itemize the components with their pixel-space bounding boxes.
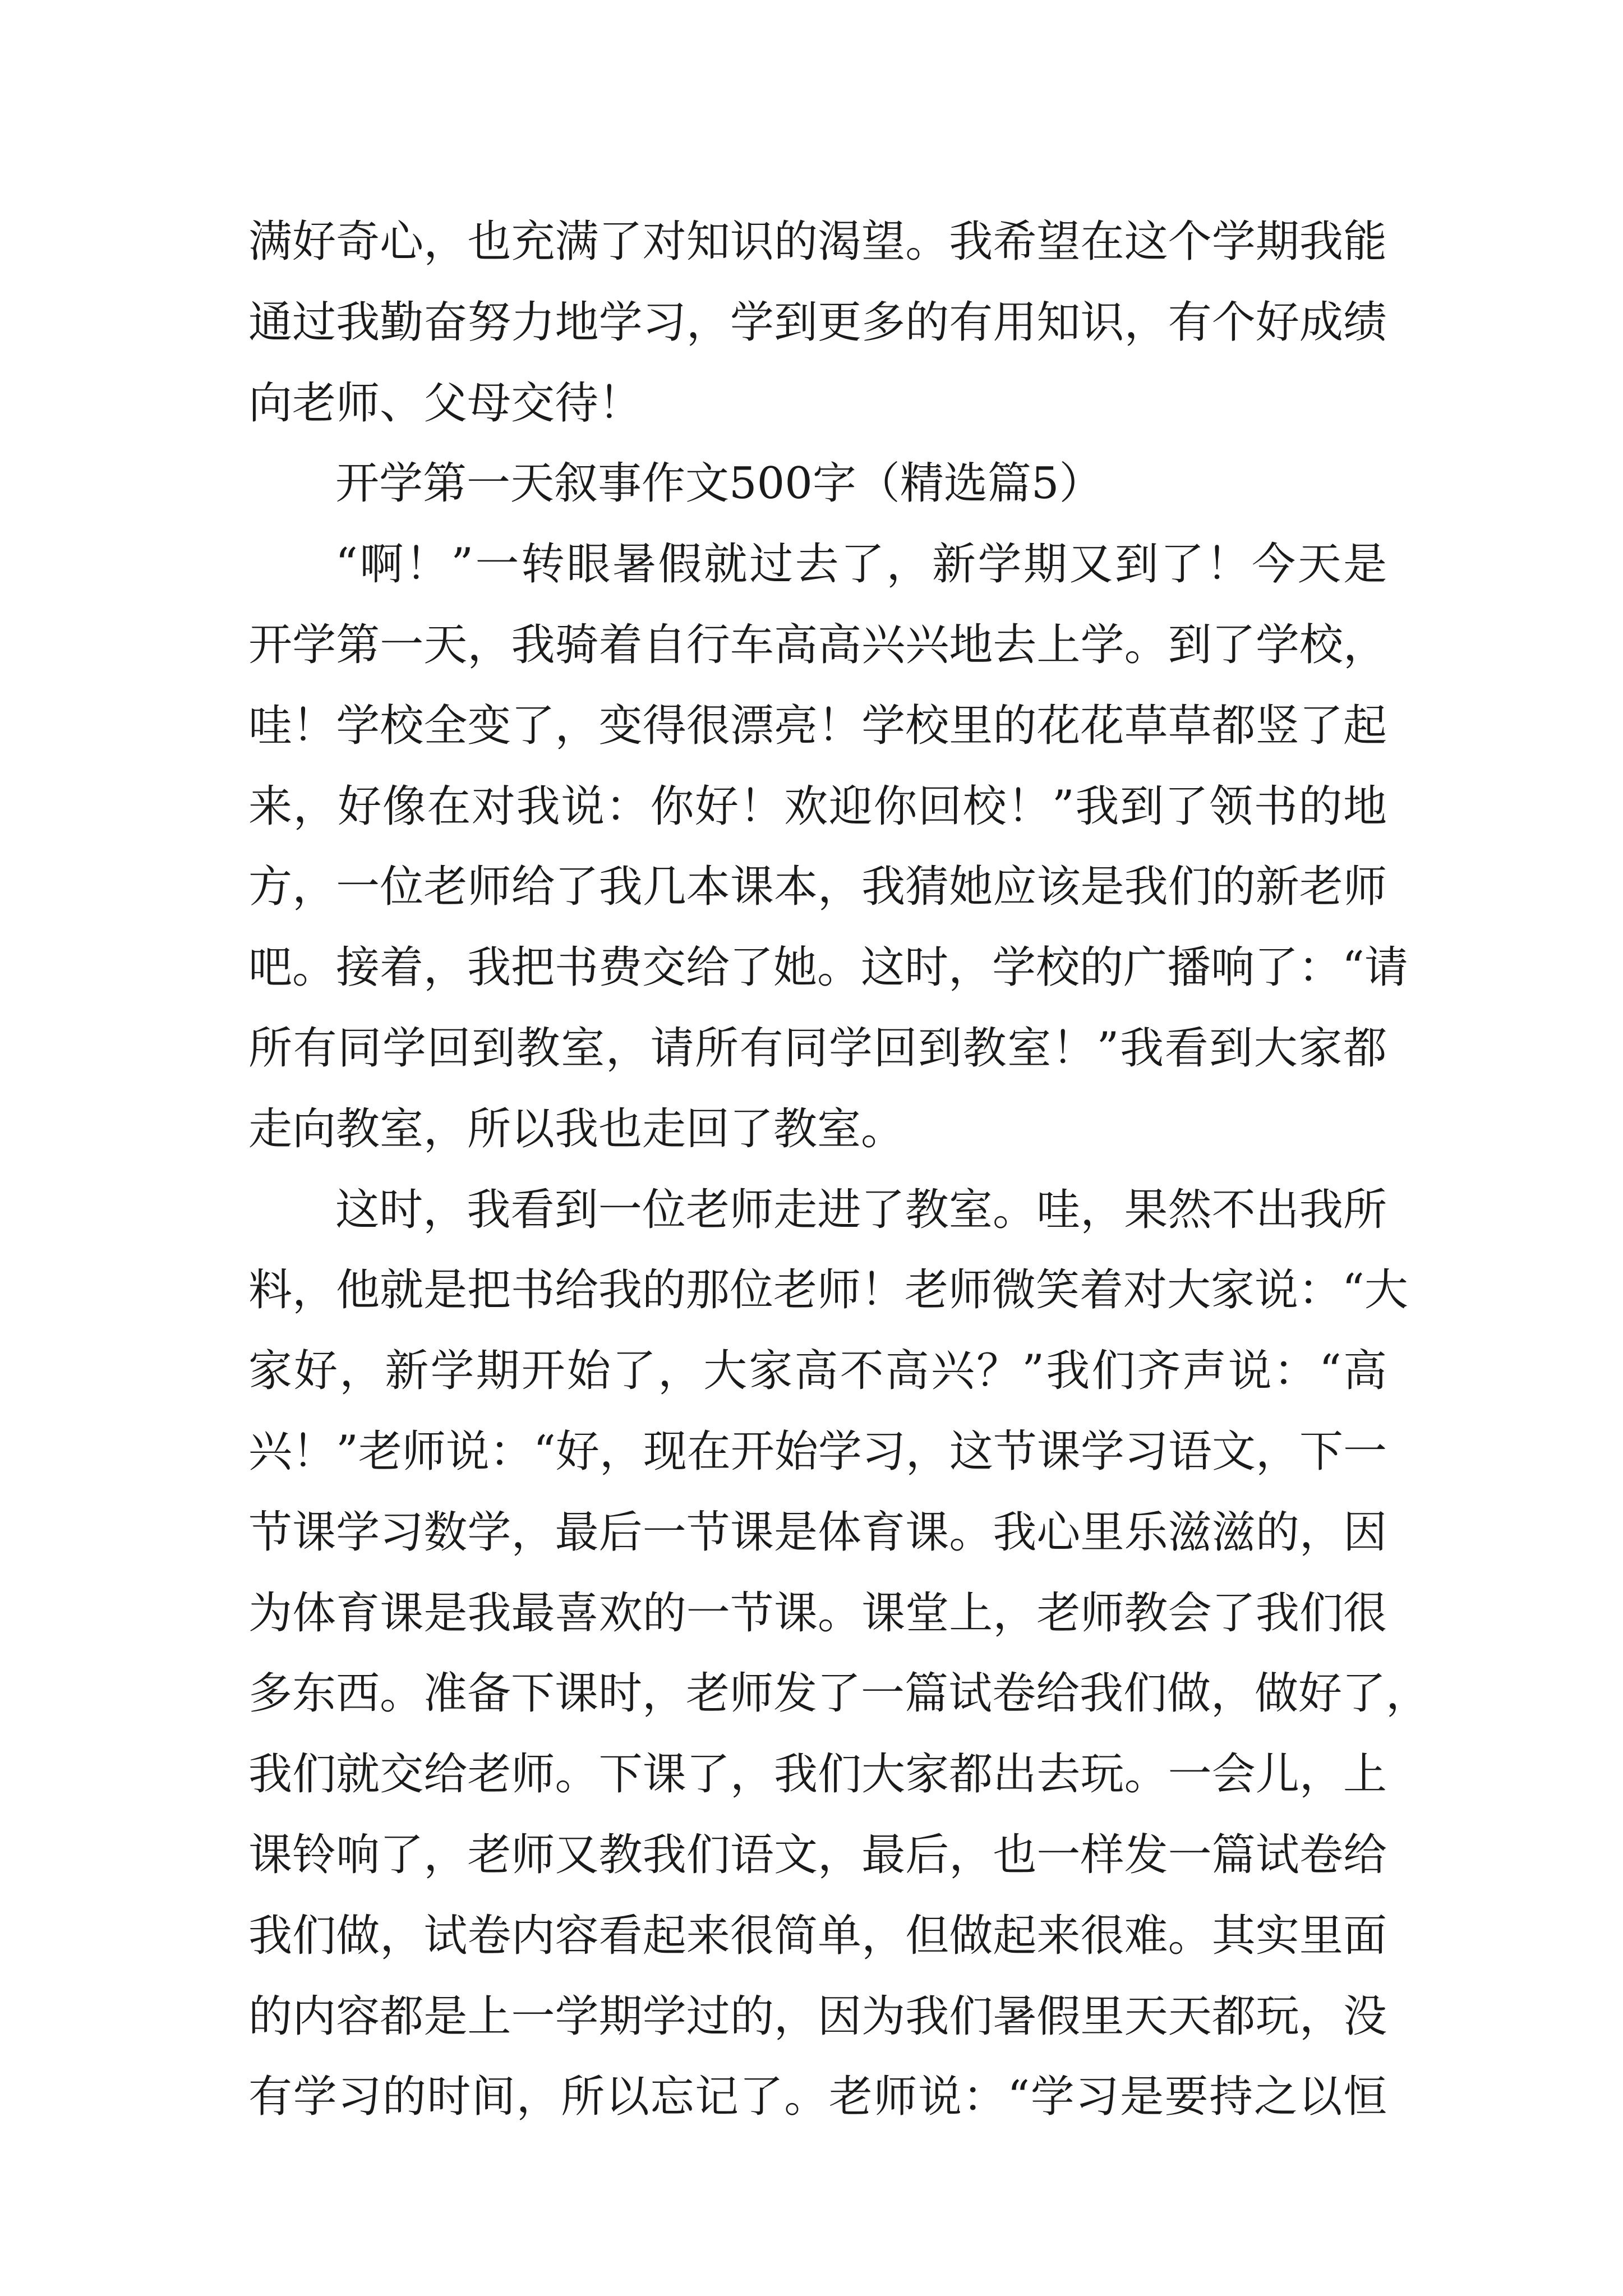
text-line: 满好奇心，也充满了对知识的渴望。我希望在这个学期我能 (248, 217, 1387, 267)
text-line: 有学习的时间，所以忘记了。老师说：“学习是要持之以恒 (248, 2072, 1387, 2123)
text-line: 家好，新学期开始了，大家高不高兴？”我们齐声说：“高 (248, 1346, 1387, 1397)
text-line: 通过我勤奋努力地学习，学到更多的有用知识，有个好成绩 (248, 297, 1387, 348)
text-line: 节课学习数学，最后一节课是体育课。我心里乐滋滋的，因 (248, 1507, 1387, 1558)
text-line: 这时，我看到一位老师走进了教室。哇，果然不出我所 (335, 1184, 1387, 1235)
section-heading: 开学第一天叙事作文500字（精选篇5） (335, 458, 1103, 509)
text-line: 吧。接着，我把书费交给了她。这时，学校的广播响了：“请 (248, 942, 1408, 993)
text-line: 多东西。准备下课时，老师发了一篇试卷给我们做，做好了， (248, 1668, 1430, 1719)
text-line: 方，一位老师给了我几本课本，我猜她应该是我们的新老师 (248, 862, 1387, 913)
text-line: 开学第一天，我骑着自行车高高兴兴地去上学。到了学校， (248, 619, 1387, 670)
text-line: 我们做，试卷内容看起来很简单，但做起来很难。其实里面 (248, 1910, 1387, 1961)
text-line: 的内容都是上一学期学过的，因为我们暑假里天天都玩，没 (248, 1991, 1387, 2042)
text-line: 哇！学校全变了，变得很漂亮！学校里的花花草草都竖了起 (248, 700, 1387, 751)
text-line: 兴！”老师说：“好，现在开始学习，这节课学习语文，下一 (248, 1426, 1387, 1477)
text-line: 来，好像在对我说：你好！欢迎你回校！”我到了领书的地 (248, 781, 1387, 832)
text-line: “啊！”一转眼暑假就过去了，新学期又到了！今天是 (335, 539, 1387, 590)
document-body (248, 202, 1430, 2138)
text-line: 课铃响了，老师又教我们语文，最后，也一样发一篇试卷给 (248, 1829, 1387, 1880)
text-line: 所有同学回到教室，请所有同学回到教室！”我看到大家都 (248, 1023, 1387, 1074)
text-line: 为体育课是我最喜欢的一节课。课堂上，老师教会了我们很 (248, 1588, 1387, 1639)
text-line: 走向教室，所以我也走回了教室。 (248, 1103, 905, 1154)
text-line: 我们就交给老师。下课了，我们大家都出去玩。一会儿，上 (248, 1749, 1387, 1800)
text-line: 料，他就是把书给我的那位老师！老师微笑着对大家说：“大 (248, 1265, 1408, 1316)
text-line: 向老师、父母交待！ (248, 378, 643, 429)
